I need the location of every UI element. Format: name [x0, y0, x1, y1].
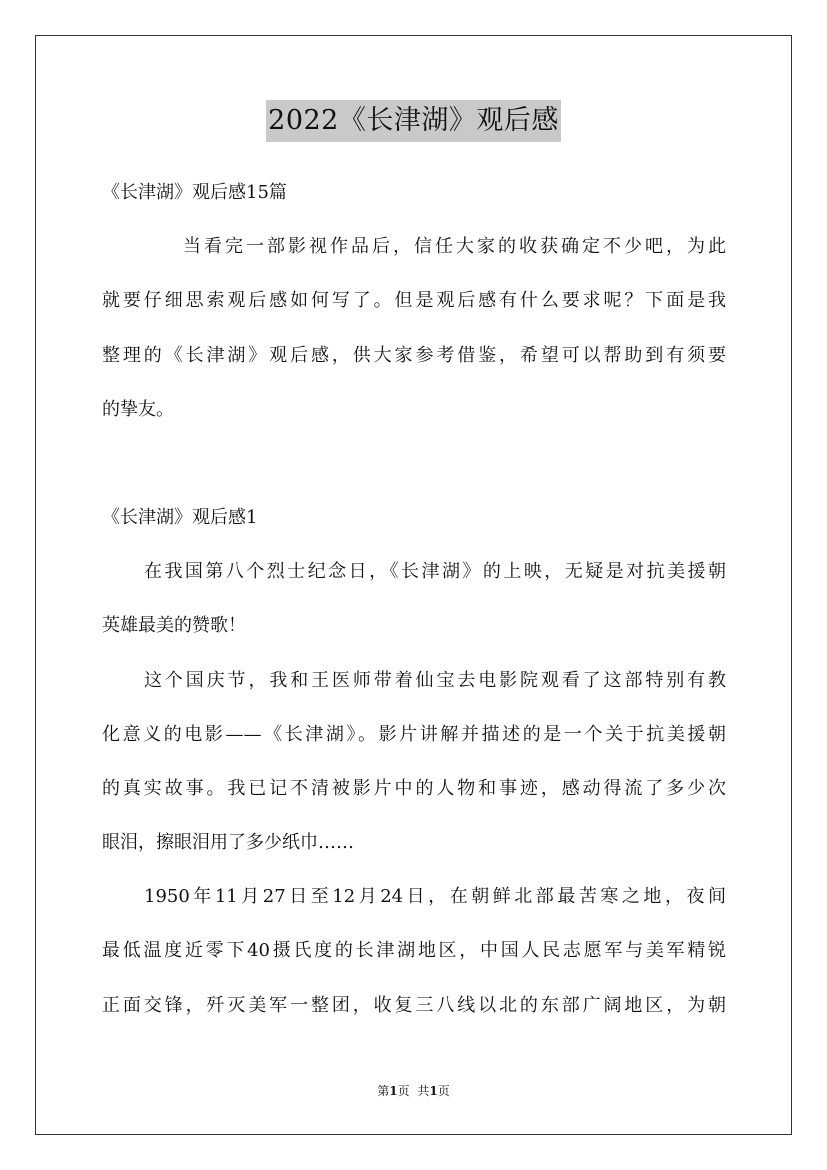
footer-page-number: 1 [389, 1084, 398, 1098]
paragraph3-line-2: 最低温度近零下40摄氏度的长津湖地区，中国人民志愿军与美军精锐 [102, 940, 726, 961]
intro-line-1: 当看完一部影视作品后，信任大家的收获确定不少吧，为此 [183, 236, 726, 257]
footer-page-prefix: 第 [377, 1084, 390, 1098]
footer-page-suffix: 页 [397, 1084, 410, 1098]
paragraph2-line-4: 眼泪，擦眼泪用了多少纸巾…… [102, 832, 354, 853]
footer-total-pages: 1 [429, 1084, 438, 1098]
intro-line-2: 就要仔细思索观后感如何写了。但是观后感有什么要求呢？下面是我 [102, 290, 726, 311]
paragraph3-line-3: 正面交锋，歼灭美军一整团，收复三八线以北的东部广阔地区，为朝 [102, 995, 726, 1016]
paragraph1-line-1: 在我国第八个烈士纪念日，《长津湖》的上映，无疑是对抗美援朝 [144, 561, 726, 582]
paragraph2-line-1: 这个国庆节，我和王医师带着仙宝去电影院观看了这部特别有教 [144, 670, 726, 691]
footer-total-prefix: 共 [417, 1084, 430, 1098]
title-container [0, 100, 827, 142]
document-title: 2022《长津湖》观后感 [266, 100, 561, 142]
paragraph2-line-2: 化意义的电影——《长津湖》。影片讲解并描述的是一个关于抗美援朝 [102, 724, 726, 745]
page-footer [0, 1083, 827, 1099]
paragraph2-line-3: 的真实故事。我已记不清被影片中的人物和事迹，感动得流了多少次 [102, 778, 726, 799]
intro-line-4: 的挚友。 [102, 399, 174, 420]
paragraph3-line-1: 1950年11月27日至12月24日，在朝鲜北部最苦寒之地，夜间 [144, 886, 726, 907]
subtitle: 《长津湖》观后感15篇 [102, 182, 287, 203]
section-heading: 《长津湖》观后感1 [102, 507, 258, 528]
paragraph1-line-2: 英雄最美的赞歌！ [102, 615, 246, 636]
intro-line-3: 整理的《长津湖》观后感，供大家参考借鉴，希望可以帮助到有须要 [102, 345, 726, 366]
footer-total-suffix: 页 [437, 1084, 450, 1098]
